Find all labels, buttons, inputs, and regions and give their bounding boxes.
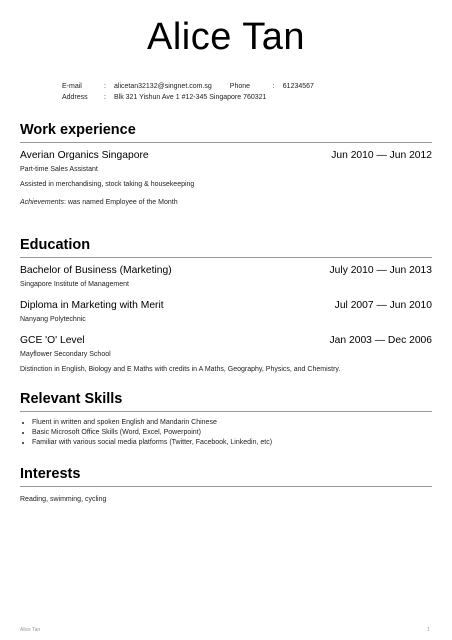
- edu-degree: GCE 'O' Level: [20, 335, 85, 346]
- section-divider: [20, 411, 432, 412]
- section-title-interests: Interests: [20, 466, 81, 482]
- work-entry-header: [20, 150, 432, 163]
- edu-school: Singapore Institute of Management: [20, 281, 129, 288]
- section-title-work: Work experience: [20, 122, 136, 138]
- work-description: Assisted in merchandising, stock taking & housekeeping: [20, 181, 195, 188]
- address-value: Blk 321 Yishun Ave 1 #12-345 Singapore 760321: [114, 94, 267, 101]
- section-divider: [20, 257, 432, 258]
- section-title-skills: Relevant Skills: [20, 391, 123, 407]
- contact-row-address: [62, 92, 314, 103]
- section-interests: [20, 466, 432, 504]
- edu-entry-header: [20, 300, 432, 313]
- section-skills: [20, 391, 432, 448]
- section-divider: [20, 142, 432, 143]
- contact-row-email: [62, 81, 314, 92]
- edu-entry-header: [20, 335, 432, 348]
- skill-item: • Fluent in written and spoken English and Mandarin Chinese: [32, 418, 432, 428]
- edu-dates: Jul 2007 — Jun 2010: [334, 300, 432, 311]
- edu-dates: Jan 2003 — Dec 2006: [329, 335, 432, 346]
- skill-item: • Basic Microsoft Office Skills (Word, Excel, Powerpoint): [32, 428, 432, 438]
- work-org: Averian Organics Singapore: [20, 150, 149, 161]
- address-label: Address: [62, 94, 88, 101]
- resume-name: Alice Tan: [146, 16, 305, 58]
- edu-school: Mayflower Secondary School: [20, 351, 111, 358]
- section-title-education: Education: [20, 237, 91, 253]
- work-achievements: [20, 198, 432, 207]
- edu-dates: July 2010 — Jun 2013: [329, 265, 432, 276]
- section-work: [20, 122, 432, 207]
- skills-list: [20, 418, 432, 448]
- work-dates: Jun 2010 — Jun 2012: [331, 150, 432, 161]
- achievements-text: : was named Employee of the Month: [63, 199, 178, 206]
- address-separator: :: [104, 94, 106, 101]
- edu-note: Distinction in English, Biology and E Maths with credits in A Maths, Geography, Physics, and Chemistry.: [20, 366, 341, 373]
- section-education: [20, 237, 432, 374]
- interests-text: Reading, swimming, cycling: [20, 496, 107, 503]
- phone-separator: :: [272, 83, 275, 90]
- edu-degree: Bachelor of Business (Marketing): [20, 265, 172, 276]
- phone-label: Phone: [229, 83, 251, 90]
- edu-degree: Diploma in Marketing with Merit: [20, 300, 164, 311]
- work-role: Part-time Sales Assistant: [20, 166, 98, 173]
- email-separator: :: [104, 83, 106, 90]
- edu-school: Nanyang Polytechnic: [20, 316, 86, 323]
- edu-entry-header: [20, 265, 432, 278]
- phone-value: 61234567: [282, 83, 314, 90]
- footer-page-number: 1: [427, 627, 430, 633]
- skill-item: • Familiar with various social media platforms (Twitter, Facebook, Linkedin, etc): [32, 438, 432, 448]
- email-label: E-mail: [62, 83, 82, 90]
- email-value[interactable]: alicetan32132@singnet.com.sg: [114, 83, 212, 90]
- contact-block: [62, 81, 314, 103]
- achievements-label: Achievements: [20, 199, 64, 206]
- section-divider: [20, 486, 432, 487]
- footer-name: Alice Tan: [20, 627, 41, 633]
